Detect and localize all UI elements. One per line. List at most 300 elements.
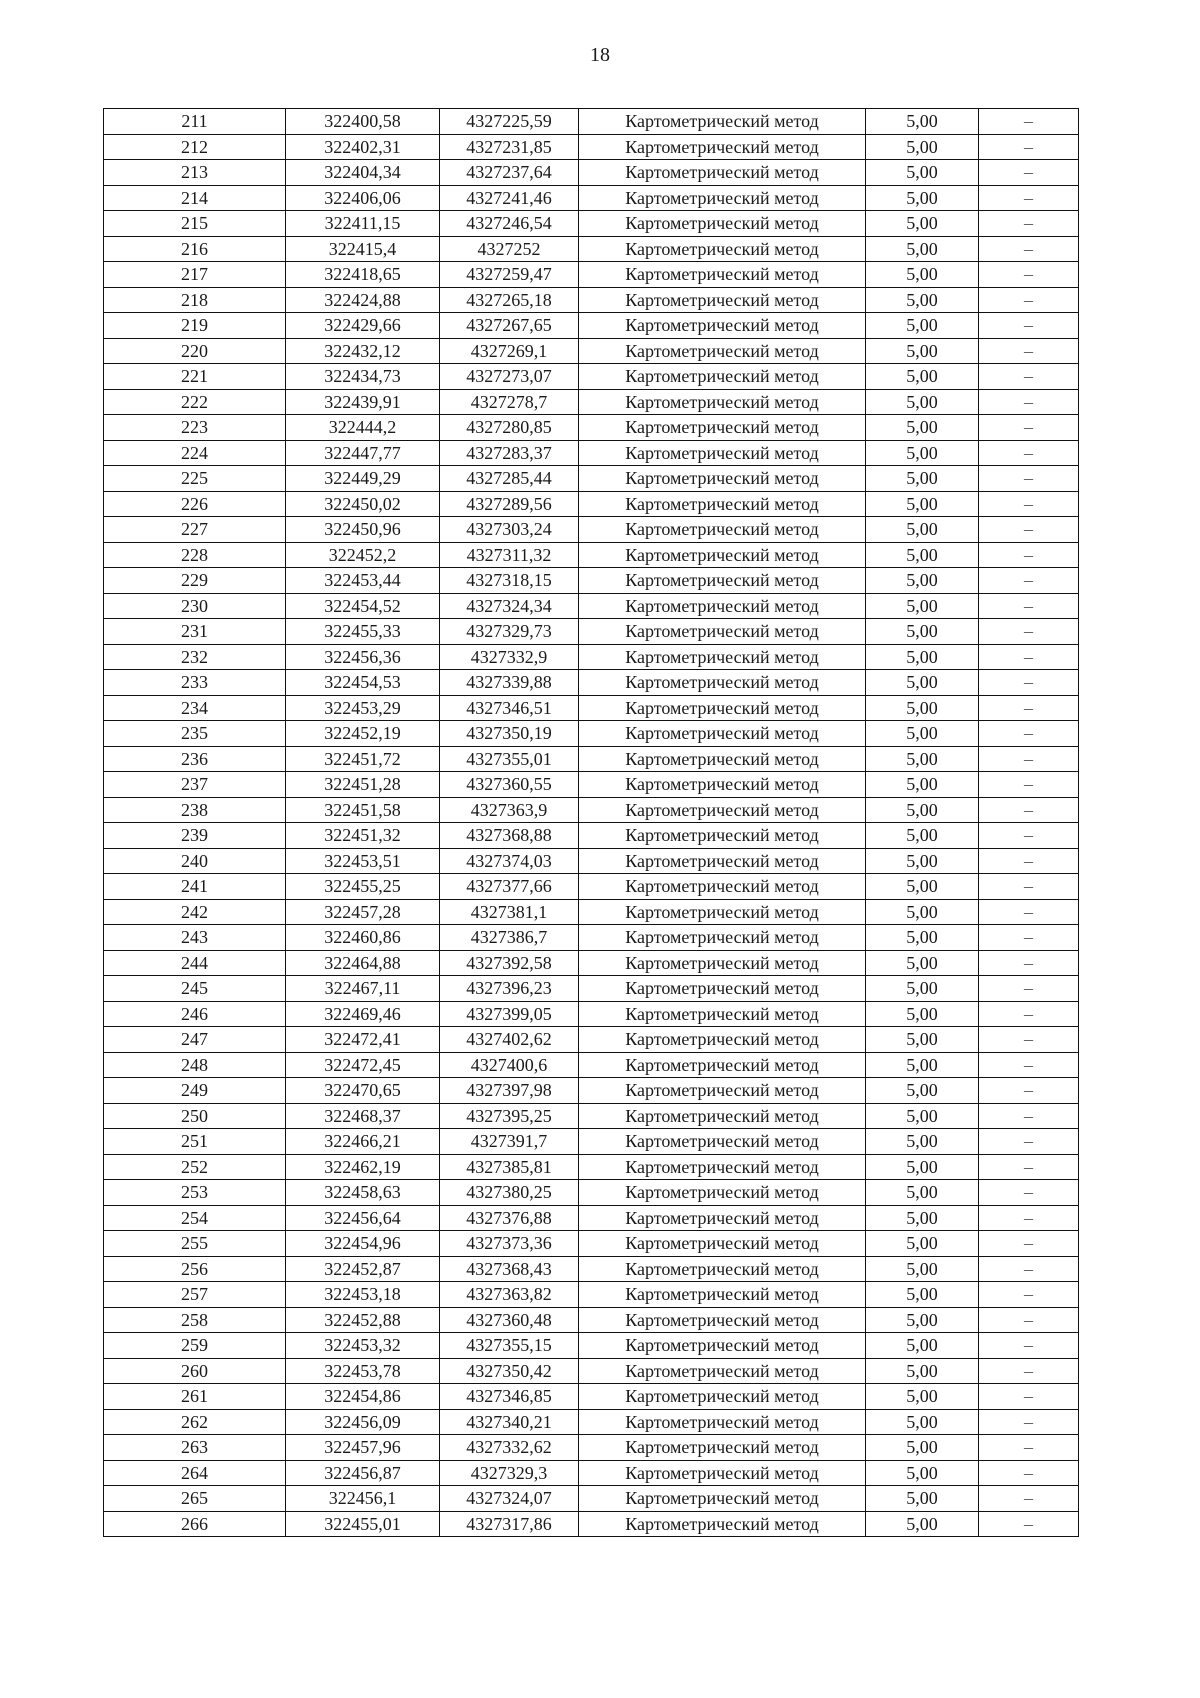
table-row <box>104 287 1079 313</box>
x-coordinate-cell: 322400,58 <box>286 109 440 135</box>
x-coordinate-cell: 322470,65 <box>286 1078 440 1104</box>
table-row <box>104 364 1079 390</box>
point-number-cell: 246 <box>104 1001 286 1027</box>
y-coordinate-cell: 4327395,25 <box>440 1103 579 1129</box>
point-number-cell: 258 <box>104 1307 286 1333</box>
note-cell: – <box>979 925 1079 951</box>
accuracy-cell: 5,00 <box>866 899 979 925</box>
point-number-cell: 226 <box>104 491 286 517</box>
point-number-cell: 212 <box>104 134 286 160</box>
accuracy-cell: 5,00 <box>866 1486 979 1512</box>
point-number-cell: 221 <box>104 364 286 390</box>
y-coordinate-cell: 4327241,46 <box>440 185 579 211</box>
accuracy-cell: 5,00 <box>866 1256 979 1282</box>
x-coordinate-cell: 322434,73 <box>286 364 440 390</box>
accuracy-cell: 5,00 <box>866 619 979 645</box>
table-row <box>104 1409 1079 1435</box>
method-cell: Картометрический метод <box>579 1154 866 1180</box>
point-number-cell: 235 <box>104 721 286 747</box>
table-row <box>104 236 1079 262</box>
accuracy-cell: 5,00 <box>866 1333 979 1359</box>
table-row <box>104 1256 1079 1282</box>
table-row <box>104 338 1079 364</box>
method-cell: Картометрический метод <box>579 287 866 313</box>
x-coordinate-cell: 322456,36 <box>286 644 440 670</box>
table-row <box>104 568 1079 594</box>
accuracy-cell: 5,00 <box>866 338 979 364</box>
x-coordinate-cell: 322457,28 <box>286 899 440 925</box>
point-number-cell: 250 <box>104 1103 286 1129</box>
method-cell: Картометрический метод <box>579 568 866 594</box>
y-coordinate-cell: 4327225,59 <box>440 109 579 135</box>
y-coordinate-cell: 4327269,1 <box>440 338 579 364</box>
point-number-cell: 261 <box>104 1384 286 1410</box>
point-number-cell: 253 <box>104 1180 286 1206</box>
y-coordinate-cell: 4327397,98 <box>440 1078 579 1104</box>
accuracy-cell: 5,00 <box>866 389 979 415</box>
point-number-cell: 225 <box>104 466 286 492</box>
accuracy-cell: 5,00 <box>866 746 979 772</box>
point-number-cell: 248 <box>104 1052 286 1078</box>
x-coordinate-cell: 322418,65 <box>286 262 440 288</box>
method-cell: Картометрический метод <box>579 746 866 772</box>
y-coordinate-cell: 4327259,47 <box>440 262 579 288</box>
method-cell: Картометрический метод <box>579 1358 866 1384</box>
table-row <box>104 1078 1079 1104</box>
note-cell: – <box>979 287 1079 313</box>
table-row <box>104 644 1079 670</box>
point-number-cell: 242 <box>104 899 286 925</box>
accuracy-cell: 5,00 <box>866 364 979 390</box>
note-cell: – <box>979 1231 1079 1257</box>
method-cell: Картометрический метод <box>579 517 866 543</box>
x-coordinate-cell: 322450,02 <box>286 491 440 517</box>
table-row <box>104 1154 1079 1180</box>
y-coordinate-cell: 4327231,85 <box>440 134 579 160</box>
note-cell: – <box>979 1154 1079 1180</box>
point-number-cell: 222 <box>104 389 286 415</box>
x-coordinate-cell: 322453,78 <box>286 1358 440 1384</box>
table-row <box>104 1384 1079 1410</box>
accuracy-cell: 5,00 <box>866 236 979 262</box>
method-cell: Картометрический метод <box>579 134 866 160</box>
note-cell: – <box>979 772 1079 798</box>
y-coordinate-cell: 4327332,9 <box>440 644 579 670</box>
coordinates-table-body <box>104 109 1079 1537</box>
note-cell: – <box>979 1256 1079 1282</box>
method-cell: Картометрический метод <box>579 976 866 1002</box>
point-number-cell: 215 <box>104 211 286 237</box>
accuracy-cell: 5,00 <box>866 823 979 849</box>
note-cell: – <box>979 338 1079 364</box>
y-coordinate-cell: 4327332,62 <box>440 1435 579 1461</box>
method-cell: Картометрический метод <box>579 262 866 288</box>
point-number-cell: 266 <box>104 1511 286 1537</box>
y-coordinate-cell: 4327400,6 <box>440 1052 579 1078</box>
method-cell: Картометрический метод <box>579 236 866 262</box>
note-cell: – <box>979 1180 1079 1206</box>
y-coordinate-cell: 4327318,15 <box>440 568 579 594</box>
method-cell: Картометрический метод <box>579 899 866 925</box>
point-number-cell: 254 <box>104 1205 286 1231</box>
table-row <box>104 1282 1079 1308</box>
y-coordinate-cell: 4327346,85 <box>440 1384 579 1410</box>
table-row <box>104 848 1079 874</box>
method-cell: Картометрический метод <box>579 1333 866 1359</box>
accuracy-cell: 5,00 <box>866 874 979 900</box>
accuracy-cell: 5,00 <box>866 797 979 823</box>
x-coordinate-cell: 322411,15 <box>286 211 440 237</box>
x-coordinate-cell: 322460,86 <box>286 925 440 951</box>
method-cell: Картометрический метод <box>579 797 866 823</box>
note-cell: – <box>979 415 1079 441</box>
method-cell: Картометрический метод <box>579 823 866 849</box>
x-coordinate-cell: 322469,46 <box>286 1001 440 1027</box>
accuracy-cell: 5,00 <box>866 695 979 721</box>
y-coordinate-cell: 4327340,21 <box>440 1409 579 1435</box>
accuracy-cell: 5,00 <box>866 848 979 874</box>
accuracy-cell: 5,00 <box>866 1154 979 1180</box>
point-number-cell: 264 <box>104 1460 286 1486</box>
method-cell: Картометрический метод <box>579 1001 866 1027</box>
x-coordinate-cell: 322454,86 <box>286 1384 440 1410</box>
y-coordinate-cell: 4327360,48 <box>440 1307 579 1333</box>
accuracy-cell: 5,00 <box>866 415 979 441</box>
x-coordinate-cell: 322466,21 <box>286 1129 440 1155</box>
point-number-cell: 230 <box>104 593 286 619</box>
table-row <box>104 593 1079 619</box>
page-number: 18 <box>590 44 610 66</box>
table-row <box>104 772 1079 798</box>
accuracy-cell: 5,00 <box>866 1078 979 1104</box>
point-number-cell: 243 <box>104 925 286 951</box>
x-coordinate-cell: 322453,18 <box>286 1282 440 1308</box>
note-cell: – <box>979 746 1079 772</box>
point-number-cell: 227 <box>104 517 286 543</box>
y-coordinate-cell: 4327385,81 <box>440 1154 579 1180</box>
point-number-cell: 256 <box>104 1256 286 1282</box>
table-row <box>104 797 1079 823</box>
point-number-cell: 229 <box>104 568 286 594</box>
x-coordinate-cell: 322455,01 <box>286 1511 440 1537</box>
method-cell: Картометрический метод <box>579 338 866 364</box>
table-row <box>104 619 1079 645</box>
x-coordinate-cell: 322453,29 <box>286 695 440 721</box>
table-row <box>104 1001 1079 1027</box>
accuracy-cell: 5,00 <box>866 1409 979 1435</box>
method-cell: Картометрический метод <box>579 1435 866 1461</box>
y-coordinate-cell: 4327386,7 <box>440 925 579 951</box>
y-coordinate-cell: 4327350,42 <box>440 1358 579 1384</box>
note-cell: – <box>979 695 1079 721</box>
method-cell: Картометрический метод <box>579 160 866 186</box>
x-coordinate-cell: 322452,19 <box>286 721 440 747</box>
x-coordinate-cell: 322454,52 <box>286 593 440 619</box>
table-row <box>104 1231 1079 1257</box>
accuracy-cell: 5,00 <box>866 1384 979 1410</box>
table-row <box>104 160 1079 186</box>
table-row <box>104 185 1079 211</box>
note-cell: – <box>979 313 1079 339</box>
accuracy-cell: 5,00 <box>866 1205 979 1231</box>
x-coordinate-cell: 322472,41 <box>286 1027 440 1053</box>
note-cell: – <box>979 389 1079 415</box>
note-cell: – <box>979 1052 1079 1078</box>
y-coordinate-cell: 4327350,19 <box>440 721 579 747</box>
accuracy-cell: 5,00 <box>866 1180 979 1206</box>
x-coordinate-cell: 322450,96 <box>286 517 440 543</box>
y-coordinate-cell: 4327252 <box>440 236 579 262</box>
x-coordinate-cell: 322452,87 <box>286 1256 440 1282</box>
point-number-cell: 213 <box>104 160 286 186</box>
point-number-cell: 262 <box>104 1409 286 1435</box>
table-row <box>104 262 1079 288</box>
point-number-cell: 265 <box>104 1486 286 1512</box>
note-cell: – <box>979 491 1079 517</box>
method-cell: Картометрический метод <box>579 491 866 517</box>
x-coordinate-cell: 322452,88 <box>286 1307 440 1333</box>
method-cell: Картометрический метод <box>579 1460 866 1486</box>
point-number-cell: 217 <box>104 262 286 288</box>
accuracy-cell: 5,00 <box>866 1027 979 1053</box>
x-coordinate-cell: 322454,96 <box>286 1231 440 1257</box>
point-number-cell: 216 <box>104 236 286 262</box>
accuracy-cell: 5,00 <box>866 670 979 696</box>
y-coordinate-cell: 4327283,37 <box>440 440 579 466</box>
y-coordinate-cell: 4327339,88 <box>440 670 579 696</box>
method-cell: Картометрический метод <box>579 874 866 900</box>
note-cell: – <box>979 950 1079 976</box>
table-row <box>104 1511 1079 1537</box>
method-cell: Картометрический метод <box>579 950 866 976</box>
y-coordinate-cell: 4327396,23 <box>440 976 579 1002</box>
y-coordinate-cell: 4327392,58 <box>440 950 579 976</box>
accuracy-cell: 5,00 <box>866 1435 979 1461</box>
note-cell: – <box>979 1307 1079 1333</box>
note-cell: – <box>979 1205 1079 1231</box>
method-cell: Картометрический метод <box>579 1027 866 1053</box>
method-cell: Картометрический метод <box>579 389 866 415</box>
y-coordinate-cell: 4327368,43 <box>440 1256 579 1282</box>
y-coordinate-cell: 4327285,44 <box>440 466 579 492</box>
x-coordinate-cell: 322451,28 <box>286 772 440 798</box>
method-cell: Картометрический метод <box>579 542 866 568</box>
method-cell: Картометрический метод <box>579 1231 866 1257</box>
table-row <box>104 1027 1079 1053</box>
y-coordinate-cell: 4327317,86 <box>440 1511 579 1537</box>
accuracy-cell: 5,00 <box>866 466 979 492</box>
point-number-cell: 259 <box>104 1333 286 1359</box>
method-cell: Картометрический метод <box>579 313 866 339</box>
table-row <box>104 491 1079 517</box>
x-coordinate-cell: 322472,45 <box>286 1052 440 1078</box>
accuracy-cell: 5,00 <box>866 568 979 594</box>
note-cell: – <box>979 848 1079 874</box>
table-row <box>104 1180 1079 1206</box>
method-cell: Картометрический метод <box>579 1486 866 1512</box>
method-cell: Картометрический метод <box>579 364 866 390</box>
x-coordinate-cell: 322456,87 <box>286 1460 440 1486</box>
note-cell: – <box>979 619 1079 645</box>
note-cell: – <box>979 1027 1079 1053</box>
y-coordinate-cell: 4327303,24 <box>440 517 579 543</box>
table-row <box>104 415 1079 441</box>
accuracy-cell: 5,00 <box>866 1231 979 1257</box>
y-coordinate-cell: 4327324,07 <box>440 1486 579 1512</box>
y-coordinate-cell: 4327363,82 <box>440 1282 579 1308</box>
note-cell: – <box>979 1409 1079 1435</box>
x-coordinate-cell: 322453,51 <box>286 848 440 874</box>
x-coordinate-cell: 322451,32 <box>286 823 440 849</box>
y-coordinate-cell: 4327324,34 <box>440 593 579 619</box>
table-row <box>104 950 1079 976</box>
point-number-cell: 219 <box>104 313 286 339</box>
note-cell: – <box>979 1282 1079 1308</box>
method-cell: Картометрический метод <box>579 1205 866 1231</box>
x-coordinate-cell: 322404,34 <box>286 160 440 186</box>
accuracy-cell: 5,00 <box>866 1052 979 1078</box>
accuracy-cell: 5,00 <box>866 517 979 543</box>
point-number-cell: 233 <box>104 670 286 696</box>
point-number-cell: 255 <box>104 1231 286 1257</box>
x-coordinate-cell: 322444,2 <box>286 415 440 441</box>
table-row <box>104 1129 1079 1155</box>
point-number-cell: 236 <box>104 746 286 772</box>
x-coordinate-cell: 322432,12 <box>286 338 440 364</box>
x-coordinate-cell: 322454,53 <box>286 670 440 696</box>
accuracy-cell: 5,00 <box>866 109 979 135</box>
table-row <box>104 1333 1079 1359</box>
point-number-cell: 223 <box>104 415 286 441</box>
note-cell: – <box>979 874 1079 900</box>
point-number-cell: 232 <box>104 644 286 670</box>
accuracy-cell: 5,00 <box>866 950 979 976</box>
table-row <box>104 1486 1079 1512</box>
y-coordinate-cell: 4327381,1 <box>440 899 579 925</box>
accuracy-cell: 5,00 <box>866 925 979 951</box>
note-cell: – <box>979 721 1079 747</box>
note-cell: – <box>979 644 1079 670</box>
x-coordinate-cell: 322451,58 <box>286 797 440 823</box>
table-row <box>104 746 1079 772</box>
accuracy-cell: 5,00 <box>866 287 979 313</box>
point-number-cell: 220 <box>104 338 286 364</box>
table-row <box>104 899 1079 925</box>
x-coordinate-cell: 322424,88 <box>286 287 440 313</box>
point-number-cell: 239 <box>104 823 286 849</box>
accuracy-cell: 5,00 <box>866 1001 979 1027</box>
point-number-cell: 257 <box>104 1282 286 1308</box>
y-coordinate-cell: 4327311,32 <box>440 542 579 568</box>
table-row <box>104 1358 1079 1384</box>
method-cell: Картометрический метод <box>579 1282 866 1308</box>
note-cell: – <box>979 593 1079 619</box>
method-cell: Картометрический метод <box>579 415 866 441</box>
x-coordinate-cell: 322453,32 <box>286 1333 440 1359</box>
method-cell: Картометрический метод <box>579 1078 866 1104</box>
x-coordinate-cell: 322467,11 <box>286 976 440 1002</box>
note-cell: – <box>979 134 1079 160</box>
point-number-cell: 234 <box>104 695 286 721</box>
point-number-cell: 238 <box>104 797 286 823</box>
method-cell: Картометрический метод <box>579 109 866 135</box>
y-coordinate-cell: 4327237,64 <box>440 160 579 186</box>
note-cell: – <box>979 670 1079 696</box>
method-cell: Картометрический метод <box>579 670 866 696</box>
accuracy-cell: 5,00 <box>866 721 979 747</box>
table-row <box>104 976 1079 1002</box>
y-coordinate-cell: 4327267,65 <box>440 313 579 339</box>
table-row <box>104 109 1079 135</box>
point-number-cell: 251 <box>104 1129 286 1155</box>
accuracy-cell: 5,00 <box>866 1307 979 1333</box>
y-coordinate-cell: 4327374,03 <box>440 848 579 874</box>
x-coordinate-cell: 322452,2 <box>286 542 440 568</box>
point-number-cell: 244 <box>104 950 286 976</box>
method-cell: Картометрический метод <box>579 1129 866 1155</box>
x-coordinate-cell: 322456,09 <box>286 1409 440 1435</box>
accuracy-cell: 5,00 <box>866 644 979 670</box>
accuracy-cell: 5,00 <box>866 1358 979 1384</box>
point-number-cell: 228 <box>104 542 286 568</box>
method-cell: Картометрический метод <box>579 440 866 466</box>
note-cell: – <box>979 1103 1079 1129</box>
table-row <box>104 211 1079 237</box>
x-coordinate-cell: 322458,63 <box>286 1180 440 1206</box>
x-coordinate-cell: 322453,44 <box>286 568 440 594</box>
table-row <box>104 1307 1079 1333</box>
note-cell: – <box>979 1435 1079 1461</box>
note-cell: – <box>979 1001 1079 1027</box>
point-number-cell: 211 <box>104 109 286 135</box>
table-row <box>104 440 1079 466</box>
y-coordinate-cell: 4327360,55 <box>440 772 579 798</box>
table-row <box>104 670 1079 696</box>
accuracy-cell: 5,00 <box>866 160 979 186</box>
x-coordinate-cell: 322455,25 <box>286 874 440 900</box>
point-number-cell: 260 <box>104 1358 286 1384</box>
accuracy-cell: 5,00 <box>866 1511 979 1537</box>
point-number-cell: 224 <box>104 440 286 466</box>
note-cell: – <box>979 899 1079 925</box>
method-cell: Картометрический метод <box>579 211 866 237</box>
note-cell: – <box>979 211 1079 237</box>
accuracy-cell: 5,00 <box>866 1460 979 1486</box>
method-cell: Картометрический метод <box>579 1409 866 1435</box>
y-coordinate-cell: 4327363,9 <box>440 797 579 823</box>
table-row <box>104 874 1079 900</box>
y-coordinate-cell: 4327373,36 <box>440 1231 579 1257</box>
y-coordinate-cell: 4327278,7 <box>440 389 579 415</box>
point-number-cell: 245 <box>104 976 286 1002</box>
table-row <box>104 925 1079 951</box>
y-coordinate-cell: 4327273,07 <box>440 364 579 390</box>
method-cell: Картометрический метод <box>579 1384 866 1410</box>
table-row <box>104 134 1079 160</box>
table-row <box>104 313 1079 339</box>
method-cell: Картометрический метод <box>579 848 866 874</box>
method-cell: Картометрический метод <box>579 925 866 951</box>
y-coordinate-cell: 4327289,56 <box>440 491 579 517</box>
point-number-cell: 263 <box>104 1435 286 1461</box>
accuracy-cell: 5,00 <box>866 1103 979 1129</box>
y-coordinate-cell: 4327391,7 <box>440 1129 579 1155</box>
method-cell: Картометрический метод <box>579 1256 866 1282</box>
note-cell: – <box>979 517 1079 543</box>
accuracy-cell: 5,00 <box>866 491 979 517</box>
note-cell: – <box>979 797 1079 823</box>
point-number-cell: 252 <box>104 1154 286 1180</box>
